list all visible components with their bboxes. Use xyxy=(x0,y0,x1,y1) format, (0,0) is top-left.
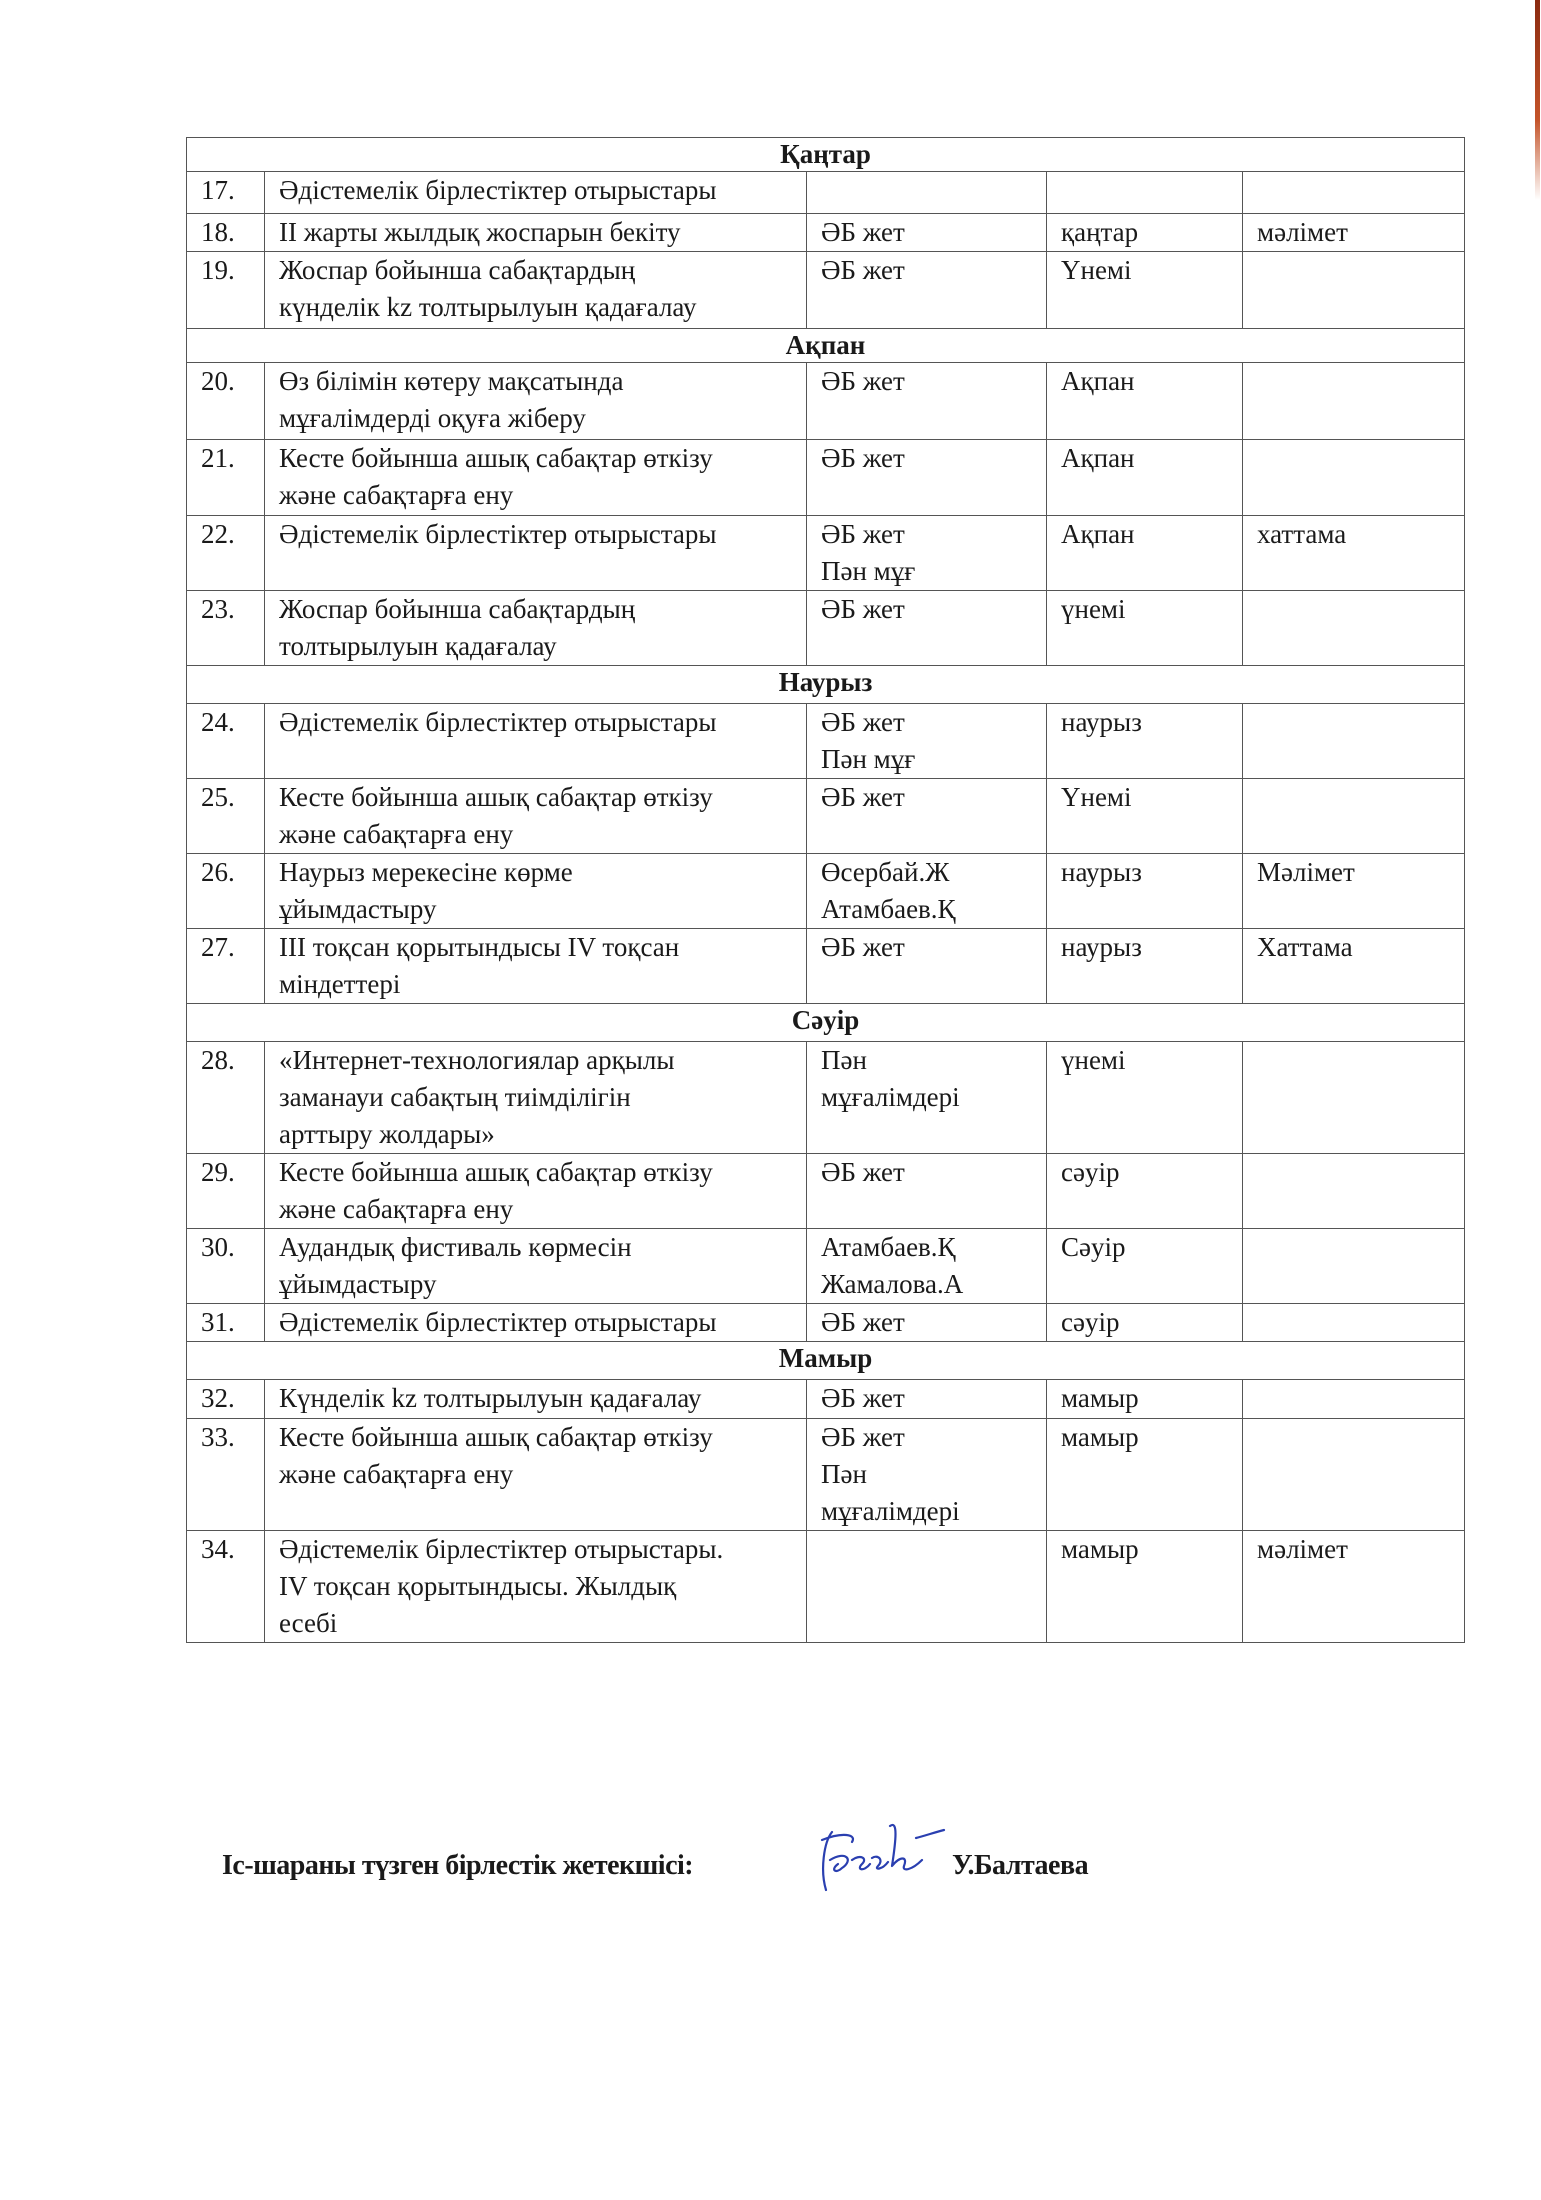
table-row xyxy=(187,1154,1465,1229)
event-cell: Кесте бойынша ашық сабақтар өткізу және сабақтарға ену xyxy=(265,779,807,854)
event-cell: Кесте бойынша ашық сабақтар өткізу және сабақтарға ену xyxy=(265,1154,807,1229)
time-cell: Үнемі xyxy=(1047,252,1243,329)
month-row-february xyxy=(187,329,1465,363)
result-cell: Хаттама xyxy=(1243,929,1465,1004)
event-cell: Күнделік kz толтырылуын қадағалау xyxy=(265,1380,807,1419)
row-number: 27. xyxy=(187,929,265,1004)
time-cell: қаңтар xyxy=(1047,214,1243,252)
time-cell xyxy=(1047,172,1243,214)
responsible-cell: ӘБ жет xyxy=(807,779,1047,854)
responsible-cell: Атамбаев.Қ Жамалова.А xyxy=(807,1229,1047,1304)
responsible-cell xyxy=(807,1531,1047,1643)
table-row xyxy=(187,440,1465,516)
event-cell: ІІІ тоқсан қорытындысы ІV тоқсан міндеттері xyxy=(265,929,807,1004)
row-number: 31. xyxy=(187,1304,265,1342)
row-number: 33. xyxy=(187,1419,265,1531)
table-row xyxy=(187,1229,1465,1304)
event-cell: Әдістемелік бірлестіктер отырыстары xyxy=(265,516,807,591)
result-cell: мәлімет xyxy=(1243,214,1465,252)
responsible-cell: ӘБ жет xyxy=(807,363,1047,440)
month-header: Наурыз xyxy=(187,666,1465,704)
event-cell: «Интернет-технологиялар арқылы заманауи сабақтың тиімділігін арттыру жолдары» xyxy=(265,1042,807,1154)
table-row xyxy=(187,363,1465,440)
time-cell: Ақпан xyxy=(1047,363,1243,440)
responsible-cell: ӘБ жет xyxy=(807,1304,1047,1342)
signature-label: Іс-шараны түзген бірлестік жетекшісі: xyxy=(222,1850,694,1881)
event-cell: Аудандық фистиваль көрмесін ұйымдастыру xyxy=(265,1229,807,1304)
responsible-cell: ӘБ жет Пән мұғалімдері xyxy=(807,1419,1047,1531)
month-header: Ақпан xyxy=(187,329,1465,363)
responsible-cell: ӘБ жет xyxy=(807,252,1047,329)
time-cell: үнемі xyxy=(1047,1042,1243,1154)
row-number: 26. xyxy=(187,854,265,929)
row-number: 19. xyxy=(187,252,265,329)
plan-table xyxy=(186,137,1465,1643)
table-row xyxy=(187,704,1465,779)
row-number: 20. xyxy=(187,363,265,440)
handwritten-signature xyxy=(812,1820,947,1895)
row-number: 29. xyxy=(187,1154,265,1229)
time-cell: сәуір xyxy=(1047,1154,1243,1229)
month-row-may xyxy=(187,1342,1465,1380)
time-cell: мамыр xyxy=(1047,1531,1243,1643)
time-cell: үнемі xyxy=(1047,591,1243,666)
time-cell: сәуір xyxy=(1047,1304,1243,1342)
time-cell: Үнемі xyxy=(1047,779,1243,854)
responsible-cell: ӘБ жет xyxy=(807,1380,1047,1419)
row-number: 28. xyxy=(187,1042,265,1154)
result-cell xyxy=(1243,440,1465,516)
month-header: Сәуір xyxy=(187,1004,1465,1042)
responsible-cell: Өсербай.Ж Атамбаев.Қ xyxy=(807,854,1047,929)
table-row xyxy=(187,1042,1465,1154)
table-row xyxy=(187,516,1465,591)
result-cell xyxy=(1243,779,1465,854)
responsible-cell: ӘБ жет Пән мұғ xyxy=(807,516,1047,591)
row-number: 18. xyxy=(187,214,265,252)
event-cell: Әдістемелік бірлестіктер отырыстары xyxy=(265,1304,807,1342)
row-number: 24. xyxy=(187,704,265,779)
result-cell xyxy=(1243,1304,1465,1342)
time-cell: Сәуір xyxy=(1047,1229,1243,1304)
responsible-cell: ӘБ жет xyxy=(807,929,1047,1004)
table-row xyxy=(187,172,1465,214)
row-number: 32. xyxy=(187,1380,265,1419)
row-number: 21. xyxy=(187,440,265,516)
result-cell: хаттама xyxy=(1243,516,1465,591)
responsible-cell: ӘБ жет xyxy=(807,214,1047,252)
month-row-april xyxy=(187,1004,1465,1042)
event-cell: Кесте бойынша ашық сабақтар өткізу және сабақтарға ену xyxy=(265,440,807,516)
table-row xyxy=(187,1380,1465,1419)
time-cell: Ақпан xyxy=(1047,516,1243,591)
event-cell: Кесте бойынша ашық сабақтар өткізу және сабақтарға ену xyxy=(265,1419,807,1531)
month-row-march xyxy=(187,666,1465,704)
table-row xyxy=(187,1531,1465,1643)
event-cell: ІІ жарты жылдық жоспарын бекіту xyxy=(265,214,807,252)
month-row-january xyxy=(187,138,1465,172)
table-row xyxy=(187,214,1465,252)
row-number: 23. xyxy=(187,591,265,666)
month-header: Қаңтар xyxy=(187,138,1465,172)
responsible-cell: ӘБ жет xyxy=(807,1154,1047,1229)
table-row xyxy=(187,929,1465,1004)
time-cell: наурыз xyxy=(1047,704,1243,779)
table-row xyxy=(187,779,1465,854)
time-cell: наурыз xyxy=(1047,929,1243,1004)
table-row xyxy=(187,854,1465,929)
result-cell xyxy=(1243,704,1465,779)
responsible-cell: ӘБ жет Пән мұғ xyxy=(807,704,1047,779)
row-number: 17. xyxy=(187,172,265,214)
event-cell: Жоспар бойынша сабақтардың толтырылуын қадағалау xyxy=(265,591,807,666)
scan-edge xyxy=(1535,0,1540,200)
table-row xyxy=(187,1304,1465,1342)
time-cell: наурыз xyxy=(1047,854,1243,929)
row-number: 22. xyxy=(187,516,265,591)
event-cell: Жоспар бойынша сабақтардың күнделік kz толтырылуын қадағалау xyxy=(265,252,807,329)
row-number: 30. xyxy=(187,1229,265,1304)
time-cell: Ақпан xyxy=(1047,440,1243,516)
result-cell xyxy=(1243,252,1465,329)
result-cell xyxy=(1243,172,1465,214)
table-row xyxy=(187,1419,1465,1531)
time-cell: мамыр xyxy=(1047,1419,1243,1531)
result-cell xyxy=(1243,1419,1465,1531)
responsible-cell: ӘБ жет xyxy=(807,440,1047,516)
result-cell xyxy=(1243,1042,1465,1154)
row-number: 34. xyxy=(187,1531,265,1643)
event-cell: Әдістемелік бірлестіктер отырыстары xyxy=(265,704,807,779)
responsible-cell xyxy=(807,172,1047,214)
month-header: Мамыр xyxy=(187,1342,1465,1380)
result-cell xyxy=(1243,363,1465,440)
result-cell xyxy=(1243,1380,1465,1419)
result-cell xyxy=(1243,591,1465,666)
table-row xyxy=(187,591,1465,666)
event-cell: Әдістемелік бірлестіктер отырыстары xyxy=(265,172,807,214)
table-row xyxy=(187,252,1465,329)
signatory-name: У.Балтаева xyxy=(952,1850,1089,1881)
event-cell: Наурыз мерекесіне көрме ұйымдастыру xyxy=(265,854,807,929)
result-cell: мәлімет xyxy=(1243,1531,1465,1643)
responsible-cell: ӘБ жет xyxy=(807,591,1047,666)
event-cell: Әдістемелік бірлестіктер отырыстары. ІV тоқсан қорытындысы. Жылдық есебі xyxy=(265,1531,807,1643)
row-number: 25. xyxy=(187,779,265,854)
time-cell: мамыр xyxy=(1047,1380,1243,1419)
result-cell xyxy=(1243,1154,1465,1229)
result-cell xyxy=(1243,1229,1465,1304)
event-cell: Өз білімін көтеру мақсатында мұғалімдерді оқуға жіберу xyxy=(265,363,807,440)
result-cell: Мәлімет xyxy=(1243,854,1465,929)
responsible-cell: Пән мұғалімдері xyxy=(807,1042,1047,1154)
